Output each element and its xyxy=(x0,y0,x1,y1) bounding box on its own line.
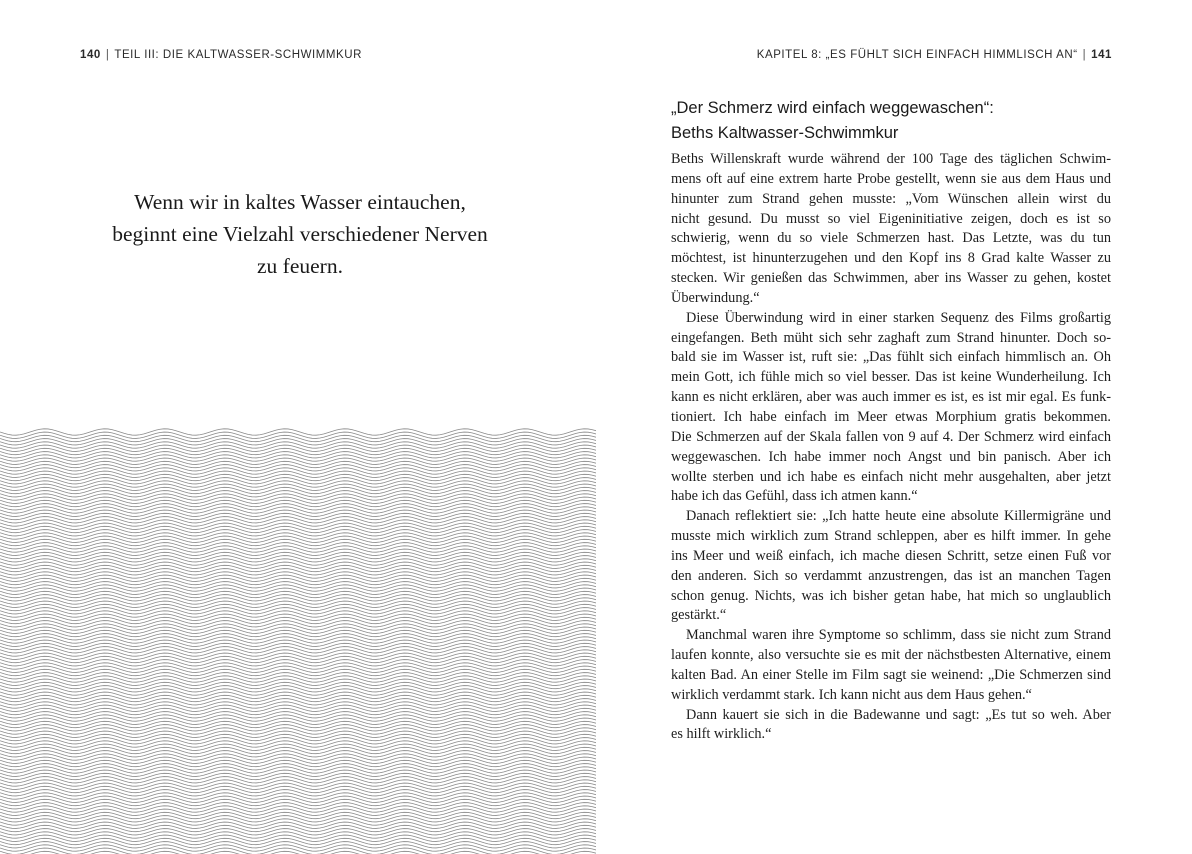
text-line: musste mich wirklich zum Strand schleppen, aber es hilft immer. In gehe xyxy=(671,528,1111,545)
text-line: bald sie im Wasser ist, ruft sie: „Das fühlt sich einfach himmlisch an. Oh xyxy=(671,349,1111,366)
text-line: mein Gott, ich fühle mich so viel besser. Das ist keine Wunderheilung. Ich xyxy=(671,369,1111,386)
running-head-right xyxy=(757,49,1112,61)
page-number-left: 140 xyxy=(80,49,101,61)
section-heading-line: Beths Kaltwasser-Schwimmkur xyxy=(671,124,899,142)
text-line: weggewaschen. Ich habe immer noch Angst und bin panisch. Aber ich xyxy=(671,448,1111,465)
pull-quote-line: Wenn wir in kaltes Wasser eintauchen, xyxy=(134,190,466,214)
pull-quote-line: zu feuern. xyxy=(257,254,343,278)
page-number-right: 141 xyxy=(1091,49,1112,61)
body-text xyxy=(671,150,1111,745)
text-line: Überwindung.“ xyxy=(671,289,760,306)
text-line: Manchmal waren ihre Symptome so schlimm, dass sie nicht zum Strand xyxy=(686,627,1111,644)
text-line: Dann kauert sie sich in die Badewanne und sagt: „Es tut so weh. Aber xyxy=(686,706,1111,723)
text-line: kalten Bad. An einer Stelle im Film sagt sie weinend: „Die Schmerzen sind xyxy=(671,666,1111,683)
text-line: laufen konnte, also versuchte sie es mit der nächstbesten Alternative, einem xyxy=(671,647,1111,664)
section-heading xyxy=(671,96,1141,146)
text-line: tioniert. Ich habe einfach im Meer etwas Morphium gratis bekommen. xyxy=(671,408,1111,425)
text-line: wirklich verdammt stark. Ich kann nicht aus dem Haus gehen.“ xyxy=(671,686,1032,703)
text-line: nicht gesund. Du musst so viel Eigeninitiative zeigen, doch es ist so xyxy=(671,210,1111,227)
text-line: eingefangen. Beth müht sich sehr zaghaft zum Strand hinunter. Doch so- xyxy=(671,329,1111,346)
separator: | xyxy=(1082,49,1087,61)
text-line: Beths Willenskraft wurde während der 100 Tage des täglichen Schwim- xyxy=(671,151,1111,167)
text-line: Diese Überwindung wird in einer starken Sequenz des Films großartig xyxy=(686,309,1111,326)
text-line: schwierig, wenn du so viele Schmerzen hast. Das Letzte, was du tun xyxy=(671,230,1111,247)
section-heading-line: „Der Schmerz wird einfach weggewaschen“: xyxy=(671,99,994,117)
running-head-title-left: TEIL III: DIE KALTWASSER-SCHWIMMKUR xyxy=(114,49,362,61)
text-line: gestärkt.“ xyxy=(671,607,727,624)
text-line: schon genug. Nichts, was ich bisher getan habe, hat mich so unglaublich xyxy=(671,587,1111,604)
text-line: Danach reflektiert sie: „Ich hatte heute eine absolute Killermigräne und xyxy=(686,508,1111,525)
text-line: den anderen. Sich so verdammt anzustrengen, das ist an manchen Tagen xyxy=(671,567,1111,584)
text-line: Die Schmerzen auf der Skala fallen von 9 auf 4. Der Schmerz wird einfach xyxy=(671,428,1111,445)
text-line: mens oft auf eine extrem harte Probe gestellt, wenn sie aus dem Haus und xyxy=(671,170,1111,187)
pull-quote-line: beginnt eine Vielzahl verschiedener Nerven xyxy=(112,222,488,246)
right-page xyxy=(596,0,1192,854)
text-line: stecken. Wir genießen das Schwimmen, aber ins Wasser zu gehen, kostet xyxy=(671,270,1111,287)
separator: | xyxy=(105,49,110,61)
text-line: ins Meer und weiß einfach, ich mache diesen Schritt, setze einen Fuß vor xyxy=(671,547,1111,564)
running-head-title-right: KAPITEL 8: „ES FÜHLT SICH EINFACH HIMMLISCH AN“ xyxy=(756,49,1078,61)
text-line: habe ich das Gefühl, dass ich atmen kann.“ xyxy=(671,488,918,505)
wave-pattern-illustration xyxy=(0,426,596,854)
text-line: möchtest, ist hinunterzugehen und den Kopf ins 8 Grad kalte Wasser zu xyxy=(671,250,1111,267)
running-head-left xyxy=(80,49,362,61)
pull-quote xyxy=(60,186,540,282)
text-line: kann es nicht erklären, aber was auch immer es ist, es ist mir egal. Es funk- xyxy=(671,389,1111,406)
text-line: wollte sterben und ich habe es einfach nicht mehr ausgehalten, aber jetzt xyxy=(671,468,1111,485)
text-line: hinunter zum Strand gehen musste: „Vom Wünschen allein wirst du xyxy=(671,190,1111,207)
text-line: es hilft wirklich.“ xyxy=(671,726,772,743)
